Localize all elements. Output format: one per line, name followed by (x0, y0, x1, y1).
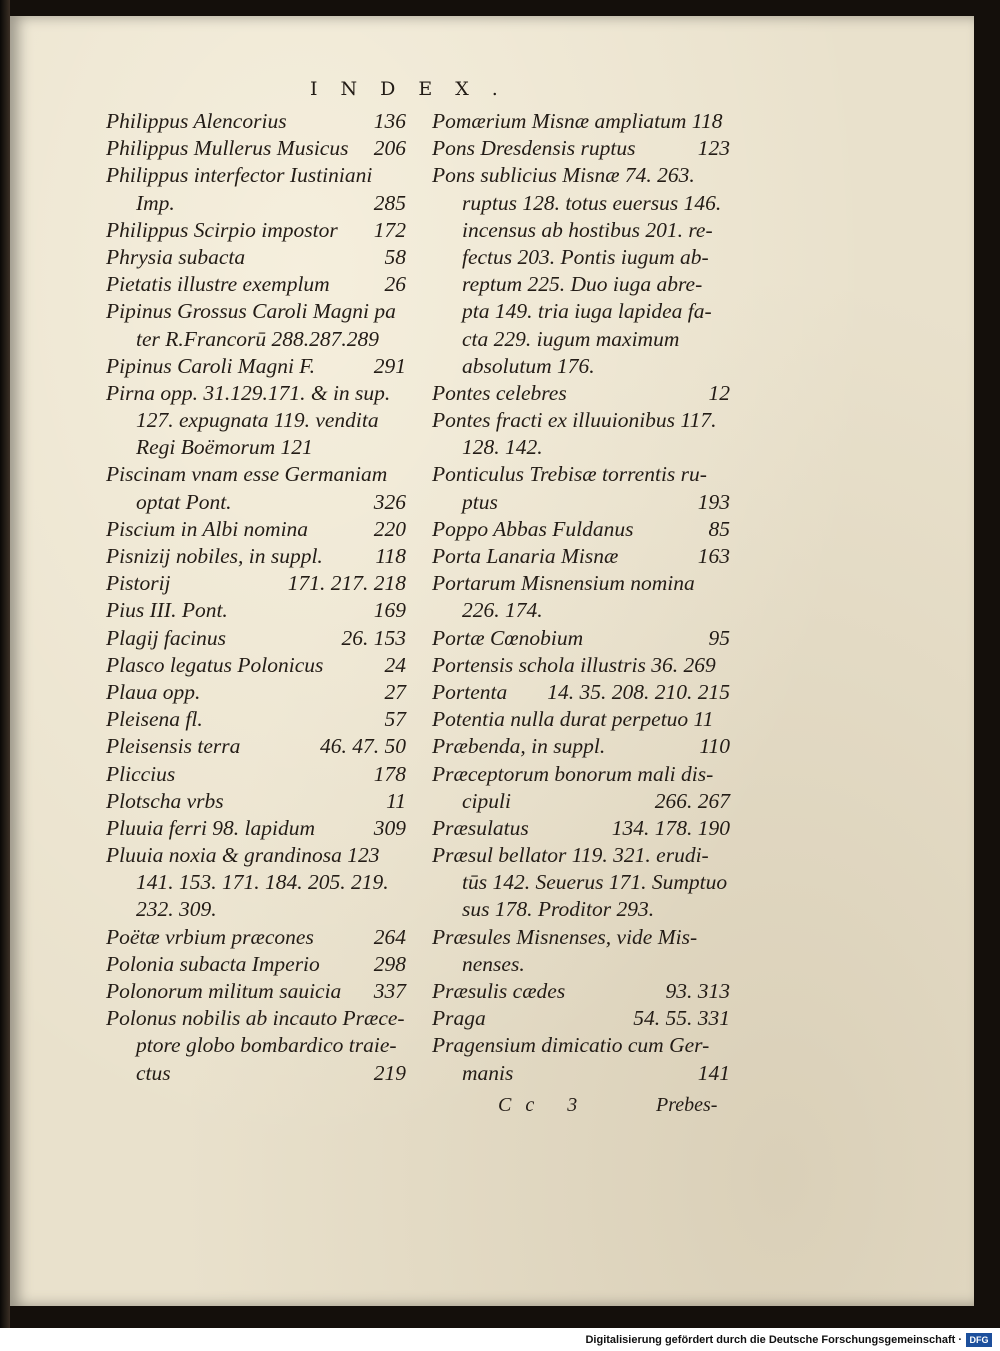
index-entry (106, 706, 406, 733)
entry-text: Portarum Misnensium nomina (432, 571, 695, 596)
entry-text: Pluuia noxia & grandinosa 123 (106, 843, 380, 868)
entry-text: pta 149. tria iuga lapidea fa- (462, 299, 712, 324)
index-entry (106, 217, 406, 244)
entry-text: Portæ Cœnobium (432, 625, 584, 650)
entry-pages: 11 (386, 788, 406, 813)
entry-text: ptore globo bombardico traie- (136, 1033, 397, 1058)
entry-text: Pius III. Pont. (106, 598, 228, 623)
index-entry (106, 135, 406, 162)
entry-text: Pleisena fl. (106, 707, 203, 732)
entry-pages: 95 (708, 625, 730, 650)
entry-text: Præsules Misnenses, vide Mis- (432, 924, 698, 949)
entry-text: Regi Boëmorum 121 (136, 435, 313, 460)
entry-text: Pisnizij nobiles, in suppl. (106, 544, 323, 568)
index-entry (106, 108, 406, 135)
index-entry (106, 380, 406, 407)
entry-pages: 57 (384, 707, 406, 732)
index-entry (106, 679, 406, 706)
index-entry (432, 162, 730, 189)
index-entry (432, 1032, 730, 1059)
entry-text: incensus ab hostibus 201. re- (462, 217, 713, 242)
index-entry (432, 706, 730, 733)
entry-text: Pragensium dimicatio cum Ger- (432, 1033, 710, 1058)
index-entry (106, 1005, 406, 1032)
entry-text: Præceptorum bonorum mali dis- (432, 761, 714, 786)
index-entry (106, 597, 406, 624)
entry-text: Piscinam vnam esse Germaniam (106, 462, 388, 487)
entry-text: 226. 174. (462, 598, 543, 623)
entry-text: Pietatis illustre exemplum (106, 272, 330, 297)
index-entry (106, 788, 406, 815)
entry-text: absolutum 176. (462, 353, 595, 378)
entry-text: Pistorij (106, 571, 171, 596)
entry-pages: 169 (373, 598, 406, 623)
dfg-credit-text: Digitalisierung gefördert durch die Deutsche Forschungsgemeinschaft · (585, 1334, 962, 1346)
index-entry (432, 135, 730, 162)
index-entry (106, 298, 406, 325)
entry-text: Pontes fracti ex illuuionibus 117. (432, 408, 717, 433)
entry-pages: 58 (384, 244, 406, 269)
index-entry (432, 842, 730, 869)
index-entry (432, 407, 730, 434)
entry-text: Porta Lanaria Misnæ (432, 544, 619, 568)
entry-pages: 171. 217. 218 (287, 571, 406, 596)
entry-text: ptus (462, 489, 498, 514)
entry-text: 127. expugnata 119. vendita (136, 408, 379, 433)
entry-text: 128. 142. (462, 435, 543, 460)
index-entry (432, 516, 730, 543)
index-entry (432, 815, 730, 842)
entry-pages: 134. 178. 190 (611, 815, 730, 840)
index-entry (432, 924, 730, 951)
entry-text: Imp. (136, 190, 175, 215)
entry-text: nenses. (462, 951, 525, 976)
catchword: Prebes- (656, 1094, 718, 1116)
entry-pages: 26. 153 (341, 625, 406, 650)
index-entry (106, 353, 406, 380)
entry-text: Pirna opp. 31.129.171. & in sup. (106, 380, 391, 405)
entry-pages: 85 (708, 516, 730, 541)
entry-pages: 285 (373, 190, 406, 215)
entry-pages: 141 (697, 1060, 730, 1085)
index-entry (432, 652, 730, 679)
book-spine-edge (0, 0, 10, 1328)
entry-text: cipuli (462, 788, 511, 813)
index-entry (432, 1060, 730, 1087)
entry-text: cta 229. iugum maximum (462, 326, 680, 351)
entry-text: Pontes celebres (432, 380, 567, 405)
entry-text: fectus 203. Pontis iugum ab- (462, 244, 709, 269)
entry-text: Pons Dresdensis ruptus (432, 136, 636, 161)
entry-pages: 178 (373, 761, 406, 786)
entry-pages: 220 (373, 516, 406, 541)
entry-text: ruptus 128. totus euersus 146. (462, 190, 722, 215)
entry-pages: 264 (373, 924, 406, 949)
entry-pages: 337 (373, 979, 406, 1003)
entry-text: Præsulis cædes (432, 979, 566, 1003)
index-entry (106, 815, 406, 842)
entry-pages: 54. 55. 331 (633, 1006, 730, 1031)
entry-text: Potentia nulla durat perpetuo 11 (432, 707, 714, 732)
entry-text: Polonia subacta Imperio (106, 951, 320, 976)
entry-pages: 24 (384, 652, 406, 677)
entry-pages: 193 (697, 489, 730, 514)
entry-text: ter R.Francorū 288.287.289 (136, 326, 380, 351)
entry-text: Poëtæ vrbium præcones (106, 924, 314, 949)
index-entry (106, 842, 406, 869)
index-entry (432, 951, 730, 978)
signature-mark: Cc 3 (498, 1094, 592, 1116)
entry-pages: 93. 313 (665, 979, 730, 1003)
index-entry (432, 570, 730, 597)
index-entry (432, 489, 730, 516)
index-entry (432, 434, 730, 461)
index-entry (432, 869, 730, 896)
index-entry (432, 978, 730, 1005)
entry-text: ctus (136, 1060, 171, 1085)
entry-text: Polonus nobilis ab incauto Præce- (106, 1006, 405, 1031)
entry-pages: 219 (373, 1060, 406, 1085)
index-entry (432, 108, 730, 135)
index-column-right (432, 108, 730, 1087)
index-entry (106, 407, 406, 434)
entry-pages: 266. 267 (654, 788, 730, 813)
index-entry (432, 1005, 730, 1032)
entry-text: Præsul bellator 119. 321. erudi- (432, 843, 709, 868)
entry-text: Poppo Abbas Fuldanus (432, 516, 634, 541)
index-entry (432, 461, 730, 488)
entry-text: Præbenda, in suppl. (432, 734, 606, 759)
entry-text: 232. 309. (136, 897, 217, 922)
index-entry (106, 271, 406, 298)
page-header: INDEX. (310, 78, 521, 100)
entry-pages: 291 (373, 353, 406, 378)
entry-pages: 136 (373, 109, 406, 133)
entry-text: Philippus Mullerus Musicus (106, 136, 349, 161)
entry-text: Pons sublicius Misnæ 74. 263. (432, 163, 695, 188)
index-entry (106, 924, 406, 951)
entry-text: reptum 225. Duo iuga abre- (462, 272, 703, 297)
entry-text: tūs 142. Seuerus 171. Sumptuo (462, 870, 728, 895)
entry-pages: 118 (375, 544, 406, 568)
index-entry (432, 271, 730, 298)
entry-text: Philippus interfector Iustiniani (106, 163, 373, 188)
index-entry (432, 788, 730, 815)
index-entry (106, 543, 406, 570)
entry-text: Pleisensis terra (106, 734, 241, 759)
index-entry (432, 244, 730, 271)
index-entry (432, 298, 730, 325)
entry-text: 141. 153. 171. 184. 205. 219. (136, 870, 389, 895)
index-entry (106, 625, 406, 652)
index-entry (106, 1060, 406, 1087)
index-entry (106, 869, 406, 896)
entry-pages: 14. 35. 208. 210. 215 (547, 679, 730, 704)
index-entry (432, 597, 730, 624)
entry-pages: 298 (373, 951, 406, 976)
entry-pages: 123 (697, 136, 730, 161)
index-entry (106, 733, 406, 760)
index-entry (106, 570, 406, 597)
entry-text: Plagij facinus (106, 625, 227, 650)
index-entry (432, 896, 730, 923)
index-entry (432, 326, 730, 353)
entry-text: Pipinus Grossus Caroli Magni pa (106, 299, 396, 324)
index-entry (106, 244, 406, 271)
index-entry (432, 625, 730, 652)
entry-text: Præsulatus (432, 815, 529, 840)
index-entry (432, 217, 730, 244)
entry-text: Plasco legatus Polonicus (106, 652, 324, 677)
entry-text: Portensis schola illustris 36. 269 (432, 652, 716, 677)
index-entry (106, 516, 406, 543)
index-entry (432, 761, 730, 788)
entry-text: Praga (432, 1006, 486, 1031)
entry-text: Plotscha vrbs (106, 788, 224, 813)
entry-pages: 326 (373, 489, 406, 514)
entry-text: Philippus Alencorius (106, 109, 287, 133)
entry-pages: 172 (373, 217, 406, 242)
index-entry (106, 434, 406, 461)
index-entry (106, 1032, 406, 1059)
entry-pages: 163 (697, 544, 730, 568)
entry-text: Pipinus Caroli Magni F. (106, 353, 316, 378)
index-entry (432, 353, 730, 380)
dfg-logo-icon: DFG (966, 1333, 992, 1347)
entry-text: Ponticulus Trebisæ torrentis ru- (432, 462, 707, 487)
index-entry (106, 489, 406, 516)
index-entry (432, 190, 730, 217)
index-entry (432, 543, 730, 570)
index-entry (106, 461, 406, 488)
entry-text: Plaua opp. (106, 679, 201, 704)
entry-pages: 110 (699, 734, 730, 759)
entry-text: Phrysia subacta (106, 244, 246, 269)
entry-pages: 46. 47. 50 (320, 734, 406, 759)
entry-pages: 206 (373, 136, 406, 161)
index-entry (106, 652, 406, 679)
entry-text: Pomærium Misnæ ampliatum 118 (432, 109, 723, 133)
index-entry (432, 380, 730, 407)
index-entry (106, 978, 406, 1005)
entry-text: Pluuia ferri 98. lapidum (106, 815, 316, 840)
index-entry (106, 162, 406, 189)
index-entry (106, 326, 406, 353)
entry-text: optat Pont. (136, 489, 232, 514)
entry-pages: 27 (384, 679, 406, 704)
entry-pages: 26 (384, 272, 406, 297)
index-column-left (106, 108, 406, 1087)
entry-text: manis (462, 1060, 514, 1085)
index-entry (106, 190, 406, 217)
index-entry (106, 951, 406, 978)
index-entry (432, 733, 730, 760)
entry-text: Pliccius (106, 761, 176, 786)
entry-text: Piscium in Albi nomina (106, 516, 309, 541)
entry-pages: 309 (373, 815, 406, 840)
entry-text: Polonorum militum sauicia (106, 979, 342, 1003)
entry-text: Philippus Scirpio impostor (106, 217, 338, 242)
entry-pages: 12 (708, 380, 730, 405)
index-entry (432, 679, 730, 706)
index-entry (106, 896, 406, 923)
entry-text: Portenta (432, 679, 508, 704)
index-entry (106, 761, 406, 788)
entry-text: sus 178. Proditor 293. (462, 897, 655, 922)
